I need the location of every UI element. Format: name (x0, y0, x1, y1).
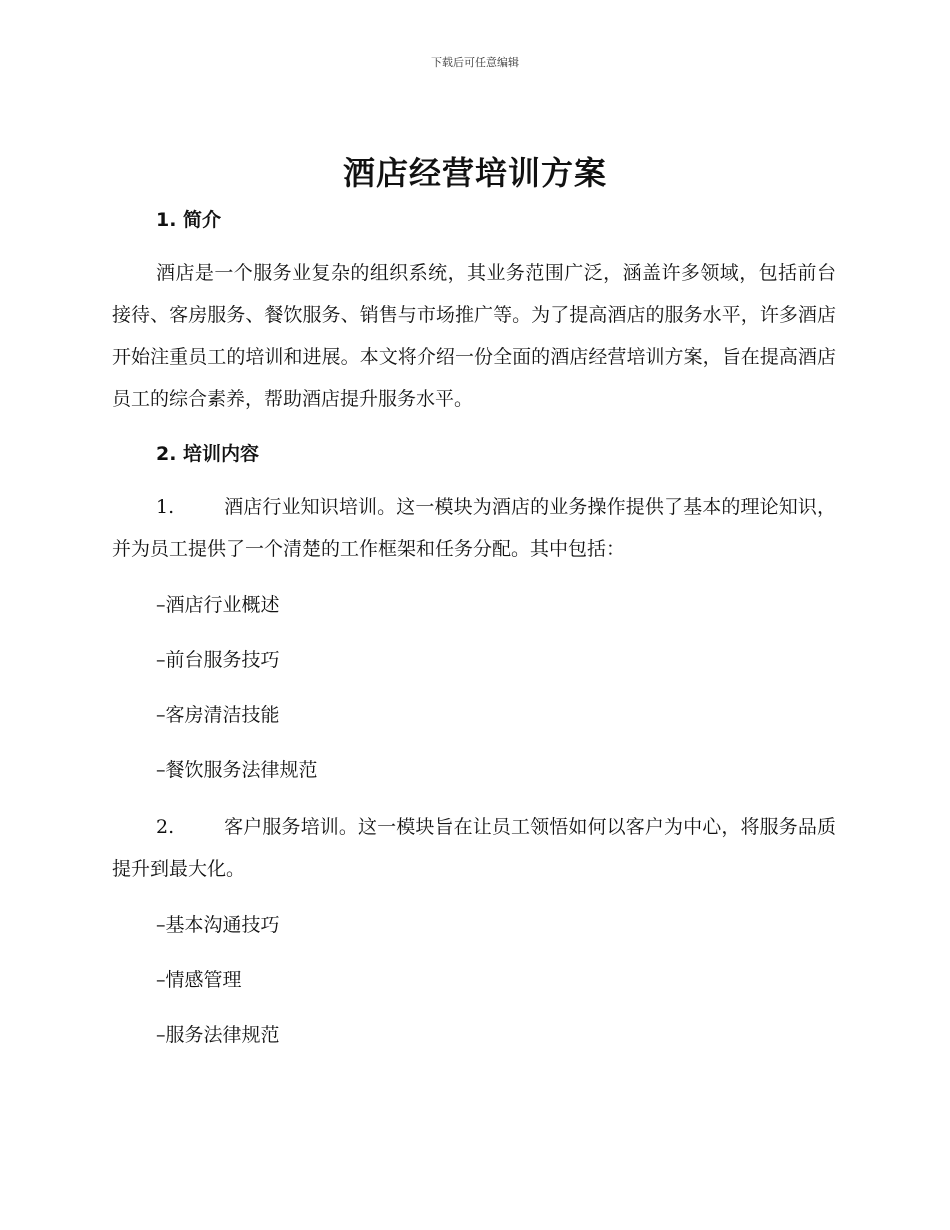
list-item-2 (112, 806, 836, 890)
section-heading-training-content: 2. 培训内容 (156, 443, 260, 465)
intro-paragraph: 酒店是一个服务业复杂的组织系统，其业务范围广泛，涵盖许多领域，包括前台接待、客房服务、餐饮服务、销售与市场推广等。为了提高酒店的服务水平，许多酒店开始注重员工的培训和进展。本文将介绍一份全面的酒店经营培训方案，旨在提高酒店员工的综合素养，帮助酒店提升服务水平。 (112, 262, 836, 410)
bullet-item: –服务法律规范 (156, 1024, 280, 1046)
bullet-item: –餐饮服务法律规范 (156, 759, 318, 781)
list-item-1 (112, 486, 836, 570)
bullet-item: –前台服务技巧 (156, 649, 280, 671)
bullet-item: –客房清洁技能 (156, 704, 280, 726)
list-number: 1. (156, 496, 175, 518)
document-body (112, 200, 836, 1063)
list-item-text: 酒店行业知识培训。这一模块为酒店的业务操作提供了基本的理论知识，并为员工提供了一个清楚的工作框架和任务分配。其中包括： (112, 496, 836, 560)
document-title: 酒店经营培训方案 (342, 154, 607, 192)
list-number: 2. (156, 816, 175, 838)
list-item-text: 客户服务培训。这一模块旨在让员工领悟如何以客户为中心，将服务品质提升到最大化。 (112, 816, 836, 880)
bullet-item: –酒店行业概述 (156, 594, 280, 616)
bullet-item: –情感管理 (156, 969, 242, 991)
section-heading-intro: 1. 简介 (156, 209, 222, 231)
page-header: 下载后可任意编辑 (431, 56, 519, 69)
bullet-item: –基本沟通技巧 (156, 914, 280, 936)
